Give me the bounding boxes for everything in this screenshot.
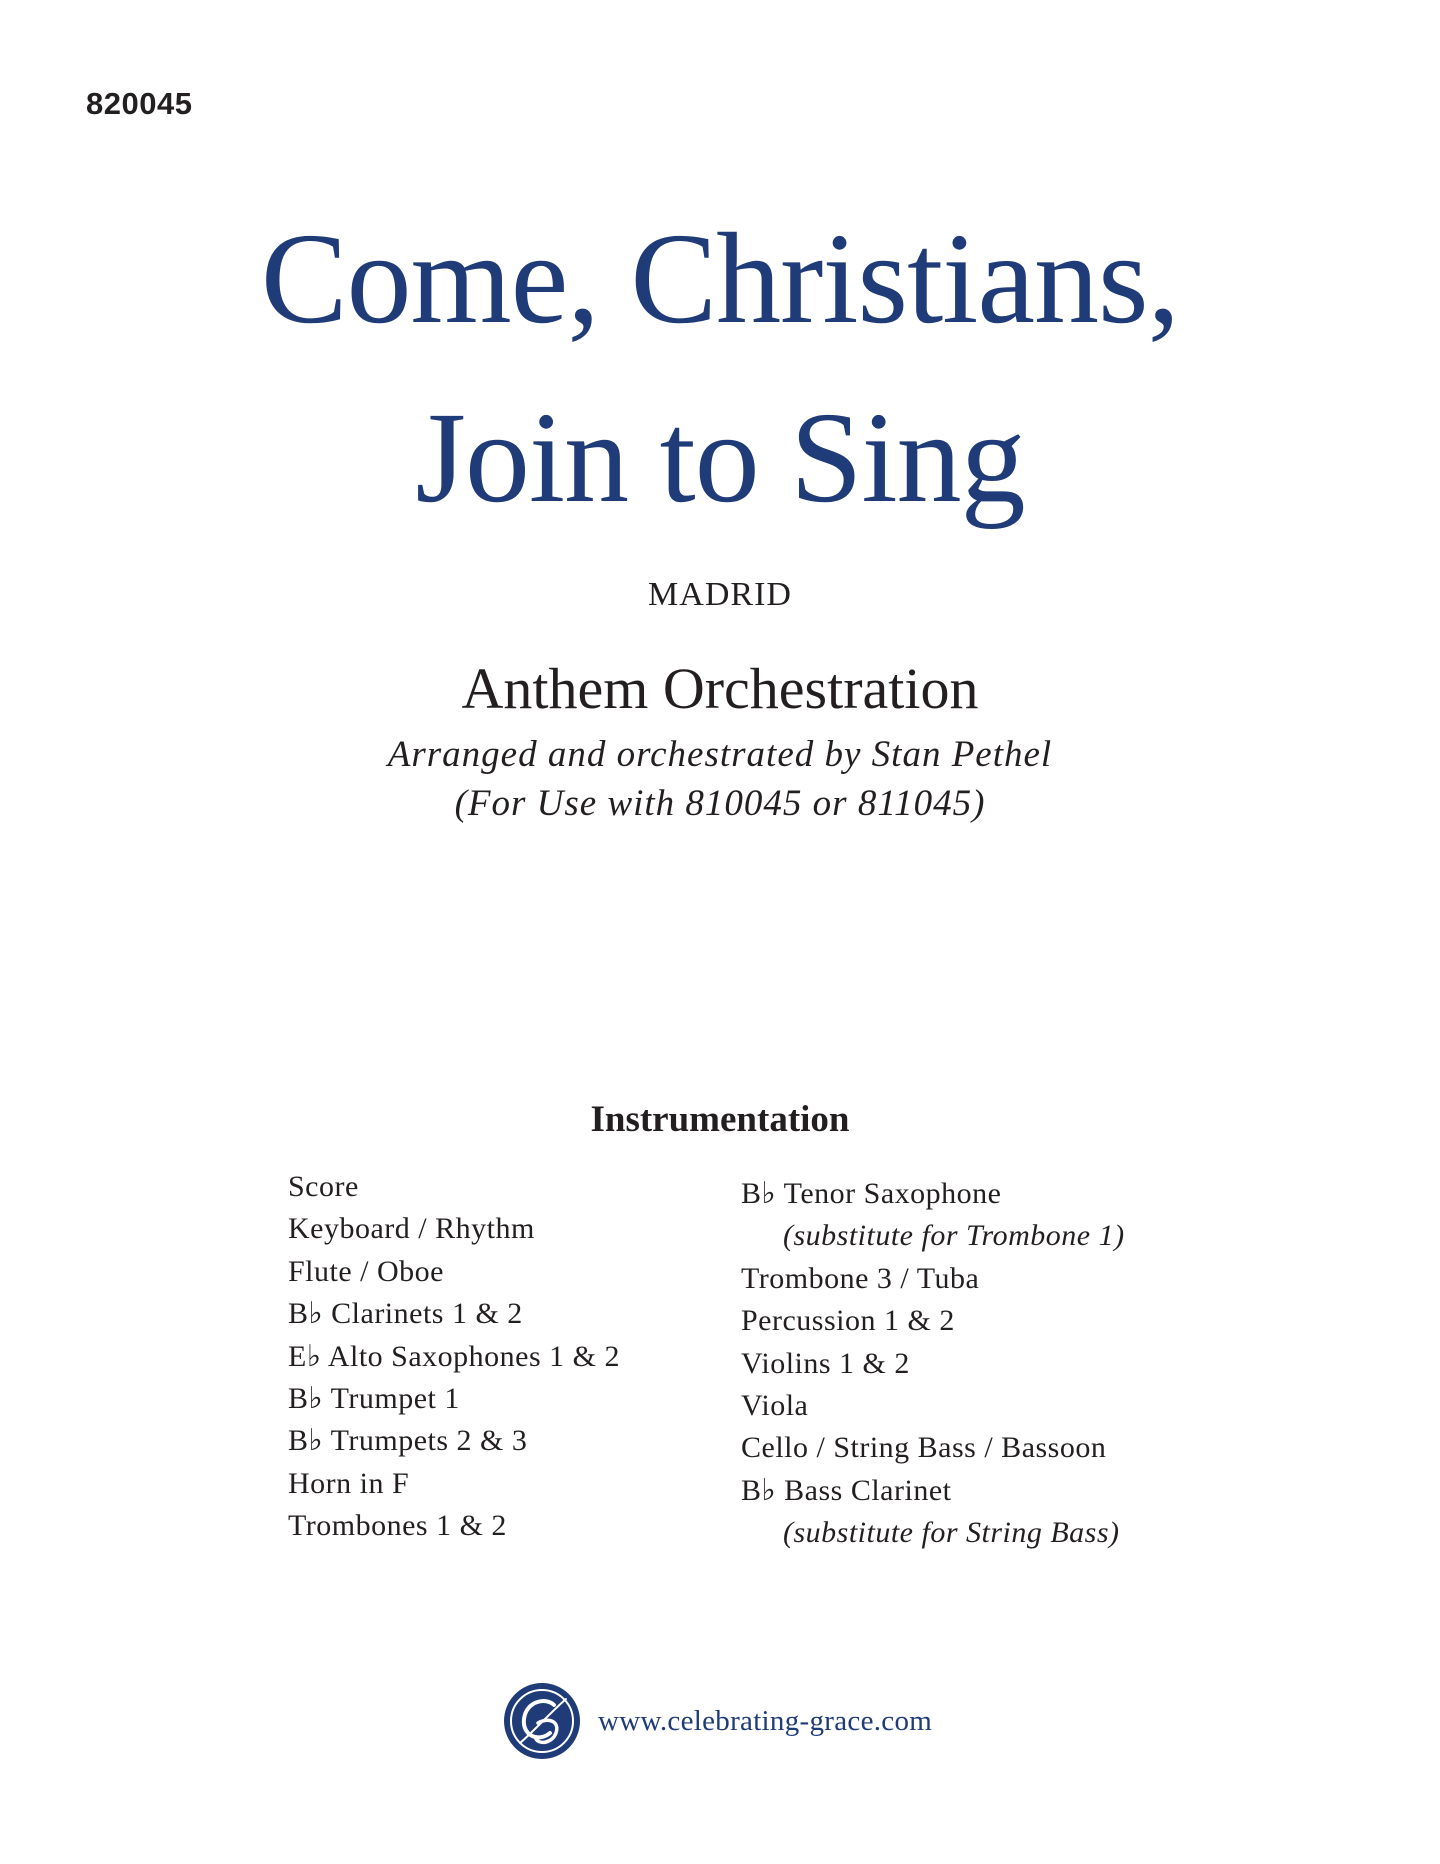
- instrument-item: Viola: [741, 1388, 809, 1422]
- title-line-1: Come, Christians,: [260, 207, 1180, 351]
- arranger-credit: Arranged and orchestrated by Stan Pethel: [387, 734, 1053, 775]
- for-use-note: (For Use with 810045 or 811045): [454, 783, 986, 824]
- instrument-item: E♭ Alto Saxophones 1 & 2: [288, 1339, 620, 1373]
- instrument-item: B♭ Trumpet 1: [288, 1381, 460, 1415]
- instrumentation-list-right: [741, 1173, 1125, 1555]
- instrument-item: Trombone 3 / Tuba: [741, 1261, 980, 1295]
- footer: [502, 1681, 932, 1761]
- celebrating-grace-logo-icon: [502, 1681, 582, 1761]
- instrument-item: Keyboard / Rhythm: [288, 1212, 535, 1246]
- instrument-item: Cello / String Bass / Bassoon: [741, 1431, 1107, 1465]
- instrument-item: Trombones 1 & 2: [288, 1509, 507, 1543]
- instrument-item: B♭ Bass Clarinet: [741, 1473, 952, 1507]
- tune-name: MADRID: [648, 576, 792, 613]
- instrument-note: (substitute for Trombone 1): [783, 1219, 1125, 1253]
- instrument-note: (substitute for String Bass): [783, 1516, 1120, 1550]
- instrumentation-list-left: [288, 1166, 620, 1548]
- instrument-item: B♭ Tenor Saxophone: [741, 1177, 1002, 1210]
- instrument-item: B♭ Clarinets 1 & 2: [288, 1297, 523, 1331]
- product-code: 820045: [86, 86, 193, 121]
- instrumentation-heading: Instrumentation: [590, 1099, 850, 1140]
- website-link[interactable]: www.celebrating-grace.com: [598, 1704, 933, 1737]
- title-line-2: Join to Sing: [415, 386, 1025, 530]
- instrument-item: Flute / Oboe: [288, 1254, 444, 1288]
- instrument-item: Horn in F: [288, 1466, 410, 1500]
- instrument-item: B♭ Trumpets 2 & 3: [288, 1424, 528, 1458]
- instrument-item: Score: [288, 1170, 359, 1203]
- instrument-item: Violins 1 & 2: [741, 1346, 910, 1380]
- instrument-item: Percussion 1 & 2: [741, 1304, 955, 1338]
- subtitle: Anthem Orchestration: [461, 656, 979, 721]
